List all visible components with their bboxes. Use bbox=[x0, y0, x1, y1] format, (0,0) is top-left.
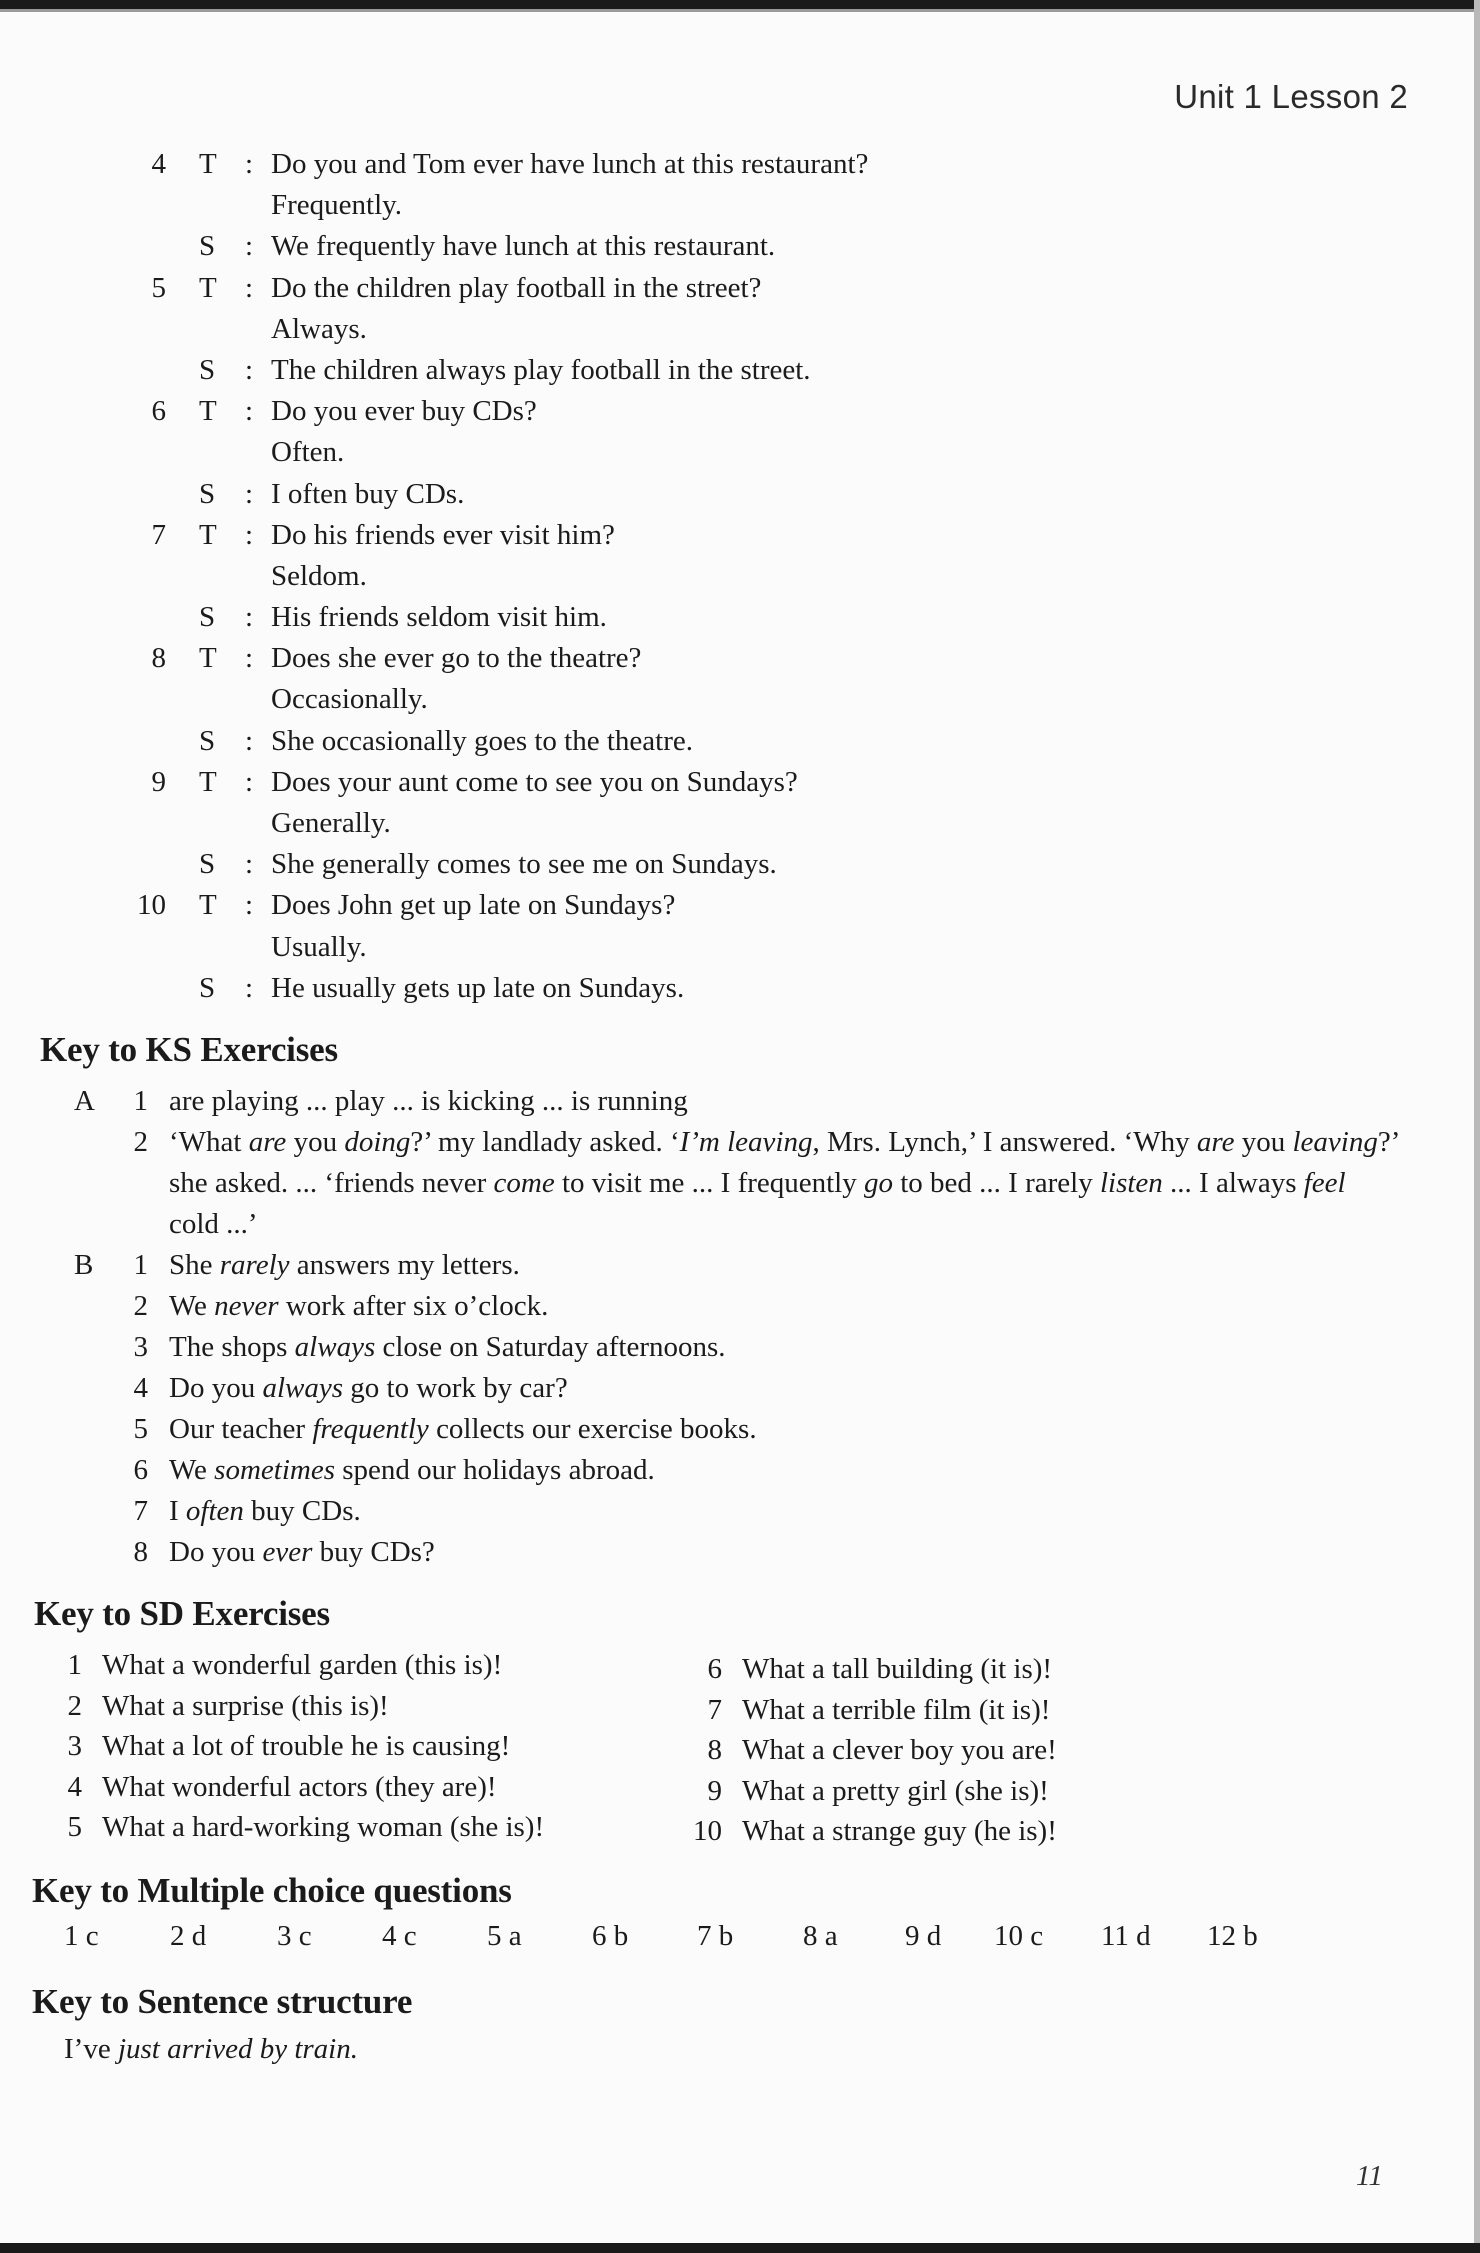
mc-answer: 8 a bbox=[803, 1920, 838, 1952]
speaker-label: S bbox=[199, 848, 216, 881]
answer-text: What a strange guy (he is)! bbox=[742, 1815, 1057, 1848]
mc-answer: 1 c bbox=[64, 1920, 99, 1952]
answer-text: What a hard-working woman (she is)! bbox=[102, 1811, 545, 1844]
dialogue-line bbox=[0, 391, 1480, 432]
speaker-colon: : bbox=[245, 230, 254, 263]
answer-text: She rarely answers my letters. bbox=[169, 1249, 520, 1281]
item-number: 5 bbox=[151, 271, 166, 304]
answer-text: What a clever boy you are! bbox=[742, 1734, 1057, 1767]
speaker-label: T bbox=[199, 395, 217, 428]
ks-answers bbox=[0, 1081, 1480, 1573]
item-number: 3 bbox=[133, 1331, 148, 1363]
mc-answer: 5 a bbox=[487, 1920, 522, 1952]
italic-word: often bbox=[185, 1495, 244, 1527]
answer-text: What a surprise (this is)! bbox=[102, 1689, 389, 1722]
mc-answer: 4 c bbox=[382, 1920, 417, 1952]
answer-text: What a pretty girl (she is)! bbox=[742, 1774, 1049, 1807]
italic-word: are bbox=[1196, 1126, 1235, 1158]
ss-answer: I’ve just arrived by train. bbox=[64, 2033, 358, 2065]
dialogue-text: The children always play football in the street. bbox=[271, 353, 811, 386]
italic-word: go bbox=[864, 1167, 893, 1199]
speaker-label: T bbox=[199, 271, 217, 304]
dialogue-text: Does she ever go to the theatre? bbox=[271, 642, 642, 675]
ks-answer-row bbox=[0, 1245, 1480, 1286]
dialogue-line bbox=[0, 844, 1480, 885]
dialogue-line bbox=[0, 597, 1480, 638]
item-number: 8 bbox=[707, 1734, 722, 1767]
italic-word: sometimes bbox=[214, 1454, 335, 1486]
dialogue-text: Do the children play football in the street? bbox=[271, 271, 762, 304]
answer-text: are playing ... play ... is kicking ... is running bbox=[169, 1085, 688, 1117]
dialogue-line bbox=[0, 968, 1480, 1009]
italic-word: rarely bbox=[219, 1249, 290, 1281]
page-top-shadow bbox=[0, 9, 1480, 12]
dialogue-line bbox=[0, 432, 1480, 473]
item-number: 1 bbox=[133, 1085, 148, 1117]
item-number: 9 bbox=[151, 765, 166, 798]
dialogue-line bbox=[0, 144, 1480, 185]
ks-answer-row bbox=[0, 1081, 1480, 1122]
item-number: 4 bbox=[67, 1770, 82, 1803]
dialogue-text: Generally. bbox=[271, 807, 391, 839]
speaker-label: S bbox=[199, 230, 216, 263]
answer-text: What a terrible film (it is)! bbox=[742, 1693, 1051, 1726]
dialogue-text: Often. bbox=[271, 436, 345, 469]
italic-word: just arrived by train. bbox=[117, 2033, 358, 2065]
dialogue-text: Frequently. bbox=[271, 189, 403, 222]
dialogue-line bbox=[0, 762, 1480, 803]
answer-text: What wonderful actors (they are)! bbox=[102, 1770, 497, 1803]
item-number: 7 bbox=[133, 1495, 148, 1527]
dialogue-text: He usually gets up late on Sundays. bbox=[271, 971, 685, 1004]
speaker-colon: : bbox=[245, 765, 254, 798]
dialogue-line bbox=[0, 268, 1480, 309]
answer-text: What a lot of trouble he is causing! bbox=[102, 1730, 511, 1763]
dialogue-text: Seldom. bbox=[271, 559, 367, 592]
section-letter: B bbox=[74, 1249, 94, 1281]
dialogue-block bbox=[0, 144, 1480, 1009]
mc-answer: 9 d bbox=[905, 1920, 942, 1952]
ks-answer-row bbox=[0, 1491, 1480, 1532]
item-number: 7 bbox=[707, 1693, 722, 1726]
italic-word: I’m leaving bbox=[679, 1126, 813, 1158]
dialogue-line bbox=[0, 721, 1480, 762]
item-number: 4 bbox=[133, 1372, 148, 1404]
dialogue-line bbox=[0, 679, 1480, 720]
item-number: 8 bbox=[133, 1536, 148, 1568]
speaker-colon: : bbox=[245, 724, 254, 757]
mc-answer: 10 c bbox=[994, 1920, 1044, 1952]
italic-word: leaving bbox=[1292, 1126, 1378, 1158]
mc-answer: 12 b bbox=[1207, 1920, 1258, 1952]
dialogue-text: She occasionally goes to the theatre. bbox=[271, 724, 693, 757]
item-number: 5 bbox=[133, 1413, 148, 1445]
item-number: 5 bbox=[67, 1811, 82, 1844]
italic-word: never bbox=[214, 1290, 279, 1322]
mc-answer: 7 b bbox=[697, 1920, 734, 1952]
speaker-colon: : bbox=[245, 148, 254, 180]
unit-lesson-header: Unit 1 Lesson 2 bbox=[1174, 78, 1408, 115]
dialogue-line bbox=[0, 226, 1480, 267]
ks-answer-row bbox=[0, 1122, 1480, 1245]
italic-word: ever bbox=[262, 1536, 313, 1568]
speaker-colon: : bbox=[245, 971, 254, 1004]
item-number: 1 bbox=[67, 1649, 82, 1681]
item-number: 4 bbox=[151, 148, 166, 180]
answer-text: What a tall building (it is)! bbox=[742, 1653, 1053, 1685]
dialogue-line bbox=[0, 927, 1480, 968]
speaker-label: T bbox=[199, 642, 217, 675]
item-number: 7 bbox=[151, 518, 166, 551]
speaker-label: S bbox=[199, 477, 216, 510]
dialogue-line bbox=[0, 803, 1480, 844]
section-letter: A bbox=[74, 1085, 95, 1117]
page-number: 11 bbox=[1356, 2160, 1383, 2192]
speaker-label: T bbox=[199, 765, 217, 798]
mc-heading: Key to Multiple choice questions bbox=[32, 1871, 512, 1910]
mc-answers bbox=[0, 1920, 1480, 1964]
answer-text: Do you ever buy CDs? bbox=[169, 1536, 435, 1568]
item-number: 3 bbox=[67, 1730, 82, 1763]
dialogue-line bbox=[0, 474, 1480, 515]
item-number: 9 bbox=[707, 1774, 722, 1807]
dialogue-text: His friends seldom visit him. bbox=[271, 601, 607, 634]
speaker-label: T bbox=[199, 148, 217, 180]
item-number: 2 bbox=[133, 1290, 148, 1322]
speaker-label: S bbox=[199, 353, 216, 386]
answer-text: Do you always go to work by car? bbox=[169, 1372, 568, 1404]
speaker-colon: : bbox=[245, 642, 254, 675]
dialogue-line bbox=[0, 885, 1480, 926]
speaker-label: S bbox=[199, 601, 216, 634]
item-number: 1 bbox=[133, 1249, 148, 1281]
ks-heading: Key to KS Exercises bbox=[40, 1030, 338, 1069]
italic-word: feel bbox=[1303, 1167, 1346, 1199]
italic-word: come bbox=[493, 1167, 555, 1199]
speaker-label: S bbox=[199, 971, 216, 1004]
dialogue-line bbox=[0, 350, 1480, 391]
dialogue-text: Always. bbox=[271, 312, 367, 345]
dialogue-text: We frequently have lunch at this restaurant. bbox=[271, 230, 776, 263]
answer-text: Our teacher frequently collects our exercise books. bbox=[169, 1413, 757, 1445]
answer-text: We sometimes spend our holidays abroad. bbox=[169, 1454, 655, 1486]
italic-word: doing bbox=[344, 1126, 411, 1158]
speaker-colon: : bbox=[245, 848, 254, 881]
speaker-colon: : bbox=[245, 353, 254, 386]
ks-answer-row bbox=[0, 1532, 1480, 1573]
dialogue-line bbox=[0, 556, 1480, 597]
item-number: 2 bbox=[67, 1689, 82, 1722]
italic-word: listen bbox=[1099, 1167, 1163, 1199]
speaker-colon: : bbox=[245, 518, 254, 551]
speaker-label: T bbox=[199, 518, 217, 551]
speaker-colon: : bbox=[245, 889, 254, 922]
answer-text: What a wonderful garden (this is)! bbox=[102, 1649, 503, 1681]
dialogue-text: She generally comes to see me on Sundays. bbox=[271, 848, 777, 881]
page-top-border bbox=[0, 0, 1480, 9]
dialogue-line bbox=[0, 309, 1480, 350]
item-number: 8 bbox=[151, 642, 166, 675]
dialogue-text: Occasionally. bbox=[271, 683, 428, 716]
answer-text: We never work after six o’clock. bbox=[169, 1290, 549, 1322]
dialogue-text: I often buy CDs. bbox=[271, 477, 465, 510]
dialogue-line bbox=[0, 638, 1480, 679]
speaker-colon: : bbox=[245, 477, 254, 510]
ks-answer-row bbox=[0, 1450, 1480, 1491]
ks-answer-row bbox=[0, 1409, 1480, 1450]
answer-text: The shops always close on Saturday afternoons. bbox=[169, 1331, 726, 1363]
item-number: 2 bbox=[133, 1126, 148, 1158]
dialogue-line bbox=[0, 515, 1480, 556]
dialogue-text: Do you and Tom ever have lunch at this restaurant? bbox=[271, 148, 869, 180]
mc-answer: 6 b bbox=[592, 1920, 629, 1952]
italic-word: are bbox=[248, 1126, 287, 1158]
answer-text: ‘What are you doing?’ my landlady asked. ‘I’m leaving, Mrs. Lynch,’ I answered. ‘Why are you leaving?’ she asked. ... ‘friends never come to visit me ... I frequently go to bed ... I rarely listen ... I always feel cold ...’ bbox=[169, 1126, 1399, 1240]
mc-answer: 2 d bbox=[170, 1920, 207, 1952]
speaker-colon: : bbox=[245, 601, 254, 634]
ks-answer-row bbox=[0, 1368, 1480, 1409]
mc-answer: 3 c bbox=[277, 1920, 312, 1952]
dialogue-text: Do his friends ever visit him? bbox=[271, 518, 615, 551]
speaker-colon: : bbox=[245, 395, 254, 428]
ks-answer-row bbox=[0, 1327, 1480, 1368]
dialogue-text: Does your aunt come to see you on Sundays? bbox=[271, 765, 798, 798]
dialogue-text: Usually. bbox=[271, 930, 367, 963]
ks-answer-row bbox=[0, 1286, 1480, 1327]
mc-answer: 11 d bbox=[1101, 1920, 1151, 1952]
dialogue-text: Does John get up late on Sundays? bbox=[271, 889, 676, 922]
answer-text: I often buy CDs. bbox=[169, 1495, 361, 1527]
item-number: 6 bbox=[133, 1454, 148, 1486]
speaker-label: T bbox=[199, 889, 217, 922]
item-number: 6 bbox=[151, 395, 166, 428]
italic-word: always bbox=[294, 1331, 376, 1363]
ss-heading: Key to Sentence structure bbox=[32, 1982, 413, 2021]
item-number: 10 bbox=[137, 889, 166, 922]
item-number: 6 bbox=[707, 1653, 722, 1685]
sd-heading: Key to SD Exercises bbox=[34, 1594, 330, 1633]
page-bottom-border bbox=[0, 2243, 1480, 2253]
italic-word: always bbox=[262, 1372, 344, 1404]
dialogue-text: Do you ever buy CDs? bbox=[271, 395, 537, 428]
speaker-colon: : bbox=[245, 271, 254, 304]
speaker-label: S bbox=[199, 724, 216, 757]
item-number: 10 bbox=[693, 1815, 722, 1848]
dialogue-line bbox=[0, 185, 1480, 226]
italic-word: frequently bbox=[312, 1413, 429, 1445]
